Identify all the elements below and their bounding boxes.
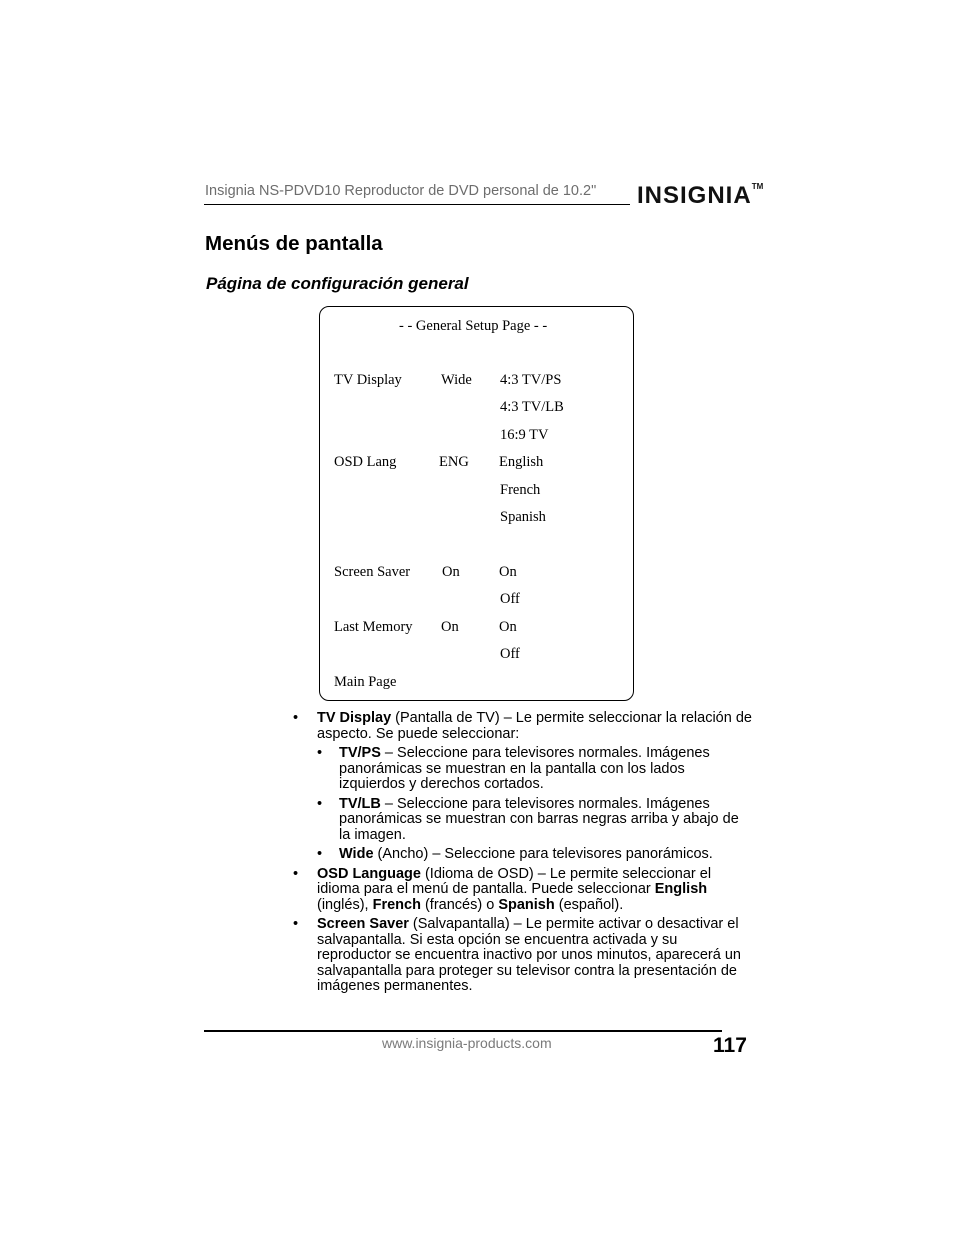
bullet-dot: • [317,846,323,862]
menu-option: 4:3 TV/LB [500,399,564,415]
bullet-term: TV/PS [339,745,381,761]
menu-label-screen-saver: Screen Saver [334,564,411,580]
running-header: Insignia NS-PDVD10 Reproductor de DVD personal de 10.2" [205,183,597,199]
bullet-text [317,711,753,742]
menu-label-tv-display: TV Display [334,372,402,388]
bullet-osd-language [293,867,753,914]
bullet-tv-display [293,711,753,863]
bullet-description: (Ancho) – Seleccione para televisores panorámicos. [373,846,713,862]
menu-current-tv-display: Wide [441,372,472,388]
bullet-screen-saver [293,917,753,995]
sub-bullet-tv-ps [317,746,753,793]
bullet-description: (Idioma de OSD) – Le permite seleccionar el idioma para el menú de pantalla. Puede seleccionar [317,865,712,897]
logo-text: INSIGNIA [637,182,752,209]
bullet-list [293,711,753,999]
bullet-description: (francés) o [420,896,499,913]
bullet-dot: • [293,916,299,932]
menu-option: Off [500,591,520,607]
bullet-dot: • [317,795,323,812]
sub-bullet-wide [317,847,753,863]
bullet-description: (español). [554,896,624,913]
setup-menu-screen [319,306,634,701]
bullet-term: TV Display [317,710,392,726]
option-spanish: Spanish [498,896,555,913]
insignia-logo [637,182,763,210]
bullet-term: Screen Saver [317,916,409,932]
bullet-description: (Salvapantalla) – Le permite activar o desactivar el salvapantalla. Si esta opción se encuentra activada y su reproductor se encuentra inactivo por unos minutos, aparecerá un salvapantalla para proteger su televisor contra la presentación de imágenes permanentes. [317,916,741,994]
bullet-term: Wide [339,846,374,862]
menu-option: Spanish [500,509,546,525]
section-title: Página de configuración general [206,274,469,293]
menu-option: French [500,482,541,498]
page-title: Menús de pantalla [205,232,383,255]
bullet-description: – Seleccione para televisores normales. Imágenes panorámicas se muestran en la pantalla con los lados izquierdos y derechos cortados. [339,745,710,792]
menu-option: 16:9 TV [500,427,549,443]
bullet-dot: • [293,865,299,882]
sub-bullet-tv-lb [317,797,753,844]
bullet-term: TV/LB [339,795,381,812]
bullet-dot: • [293,710,299,726]
menu-current-last-memory: On [441,619,459,635]
menu-option: 4:3 TV/PS [500,372,562,388]
bullet-description: (Pantalla de TV) – Le permite seleccionar la relación de aspecto. Se puede seleccionar: [317,710,752,742]
bullet-dot: • [317,745,323,761]
menu-title: - - General Setup Page - - [399,318,548,334]
header-rule [204,204,630,205]
menu-option: Off [500,646,520,662]
menu-main-page: Main Page [334,674,397,690]
bullet-description: – Seleccione para televisores normales. Imágenes panorámicas se muestran con barras negras arriba y abajo de la imagen. [339,795,739,843]
menu-label-osd-lang: OSD Lang [334,454,397,470]
menu-label-last-memory: Last Memory [334,619,413,635]
menu-option: On [499,619,517,635]
page-number: 117 [713,1034,747,1057]
footer-url: www.insignia-products.com [382,1035,552,1051]
footer-rule [204,1030,722,1032]
menu-current-screen-saver: On [442,564,460,580]
bullet-description: (inglés), [317,896,373,913]
bullet-term: OSD Language [317,865,421,882]
logo-trademark: TM [751,182,764,191]
menu-option: On [499,564,517,580]
menu-option: English [499,454,544,470]
menu-current-osd-lang: ENG [439,454,469,470]
option-french: French [372,896,421,913]
option-english: English [654,881,708,897]
